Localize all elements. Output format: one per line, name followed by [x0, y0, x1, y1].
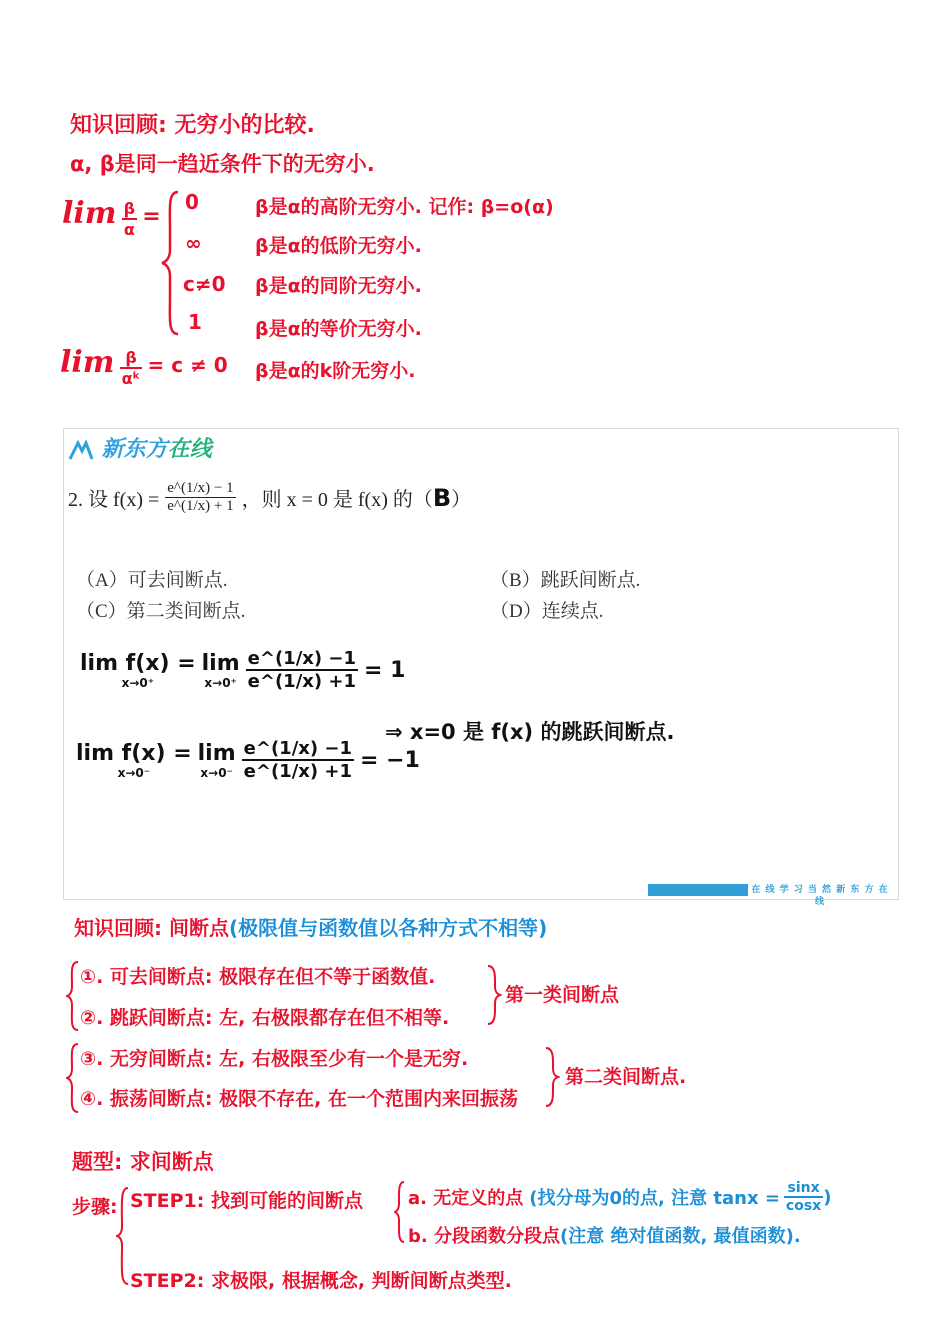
option-a: （A）可去间断点. [76, 570, 228, 591]
work1-num: e^(1/x) −1 [247, 648, 356, 669]
tan-den: cosx [785, 1198, 822, 1214]
step1a-close: ) [823, 1186, 832, 1208]
question-answer: B [432, 483, 452, 512]
discontinuity-item-3: ③. 无穷间断点: 左, 右极限至少有一个是无穷. [80, 1048, 469, 1070]
work1-mid: lim [201, 650, 240, 676]
discontinuity-item-4: ④. 振荡间断点: 极限不存在, 在一个范围内来回振荡 [80, 1088, 518, 1110]
items-left-brace [66, 960, 80, 1032]
work2-lim2 [198, 741, 236, 780]
k-fraction [120, 348, 143, 388]
work2-mid: lim [197, 740, 236, 766]
case-text-1: β是α的高阶无穷小. 记作: β=o(α) [255, 196, 554, 218]
review1-title: 知识回顾: 无穷小的比较. [70, 113, 315, 138]
method-title: 题型: 求间断点 [72, 1150, 214, 1174]
case-text-2: β是α的低阶无穷小. [255, 235, 422, 257]
work-line-2 [76, 738, 420, 782]
question-frac-num: e^(1/x) − 1 [167, 480, 234, 496]
limit-ratio-expression [62, 196, 161, 239]
footer-strip [648, 884, 892, 907]
step1-text: STEP1: 找到可能的间断点 [130, 1190, 363, 1212]
work2-sub2: x→0⁻ [200, 765, 233, 780]
work1-lhs: lim f(x) = [80, 650, 196, 676]
work2-rhs: = −1 [359, 747, 420, 773]
tan-fraction [784, 1180, 823, 1214]
brand-logo [68, 432, 212, 463]
discontinuity-item-1: ①. 可去间断点: 极限存在但不等于函数值. [80, 966, 436, 988]
group1-label: 第一类间断点 [505, 984, 620, 1006]
case-text-3: β是α的同阶无穷小. [255, 275, 422, 297]
work-conclusion: ⇒ x=0 是 f(x) 的跳跃间断点. [385, 720, 675, 744]
case-value-2: ∞ [185, 231, 202, 255]
review2-note: (极限值与函数值以各种方式不相等) [228, 916, 548, 940]
review2-title: 知识回顾: 间断点 [74, 916, 229, 940]
items-left-brace-2 [66, 1042, 80, 1114]
lim-symbol: lim [62, 196, 117, 231]
question-fraction [165, 480, 235, 515]
question-line [68, 480, 471, 515]
footer-text: 在 线 学 习 当 然 新 东 方 在 线 [751, 885, 889, 907]
case-value-1: 0 [185, 190, 199, 214]
step2-text: STEP2: 求极限, 根据概念, 判断间断点类型. [130, 1270, 512, 1292]
step1a-line [408, 1180, 831, 1214]
step1b-note: (注意 绝对值函数, 最值函数). [560, 1226, 801, 1247]
option-b: （B）跳跃间断点. [490, 570, 641, 591]
steps-brace [116, 1186, 130, 1286]
logo-text-b: 在线 [167, 437, 212, 462]
k-denominator: αᵏ [121, 368, 141, 388]
group2-brace [544, 1046, 560, 1108]
tan-num: sinx [784, 1180, 823, 1198]
work1-fraction [246, 648, 358, 692]
work2-lim [76, 741, 192, 780]
work2-num: e^(1/x) −1 [243, 738, 352, 759]
work2-den: e^(1/x) +1 [243, 761, 352, 782]
work2-sub: x→0⁻ [117, 765, 151, 780]
option-d: （D）连续点. [490, 601, 604, 622]
steps-label: 步骤: [72, 1196, 118, 1218]
equals-sign: = [142, 204, 161, 229]
step1-brace [394, 1180, 406, 1244]
review1-subtitle: α, β是同一趋近条件下的无穷小. [70, 152, 375, 176]
work2-fraction [242, 738, 354, 782]
k-rhs: = c ≠ 0 [147, 353, 228, 377]
work1-lim2 [202, 651, 240, 690]
case-text-4: β是α的等价无穷小. [255, 318, 422, 340]
case-value-3: c≠0 [183, 272, 226, 296]
ratio-fraction [122, 199, 137, 239]
logo-mark-icon [68, 439, 94, 461]
work-line-1 [80, 648, 405, 692]
review2-heading [74, 912, 547, 941]
k-numerator: β [120, 348, 143, 369]
question-close: ） [451, 489, 472, 511]
option-c: （C）第二类间断点. [76, 601, 246, 622]
step1b-text: b. 分段函数分段点 [408, 1226, 560, 1247]
ratio-numerator: β [123, 198, 136, 218]
case-value-4: 1 [188, 310, 202, 334]
work2-lhs: lim f(x) = [76, 740, 192, 766]
step1a-note: (找分母为0的点, 注意 tanx = [529, 1188, 780, 1209]
k-order-text: β是α的k阶无穷小. [255, 360, 416, 382]
logo-text-a: 新东方 [101, 437, 168, 462]
question-prefix: 2. 设 f(x) = [68, 489, 160, 511]
ratio-denominator: α [123, 219, 135, 239]
group1-brace [486, 964, 502, 1026]
work1-sub: x→0⁺ [121, 675, 155, 690]
lim-symbol-k: lim [60, 345, 115, 380]
step1b-line [408, 1222, 801, 1248]
work1-lim [80, 651, 196, 690]
cases-brace [160, 188, 182, 338]
step1a-text: a. 无定义的点 [408, 1188, 524, 1209]
group2-label: 第二类间断点. [565, 1066, 687, 1088]
question-suffix: ，则 x = 0 是 f(x) 的（ [241, 489, 433, 511]
work1-den: e^(1/x) +1 [247, 671, 356, 692]
discontinuity-item-2: ②. 跳跃间断点: 左, 右极限都存在但不相等. [80, 1007, 450, 1029]
work1-rhs: = 1 [363, 657, 406, 683]
limit-k-expression [60, 345, 228, 388]
question-frac-den: e^(1/x) + 1 [167, 498, 234, 514]
footer-left [648, 884, 748, 896]
work1-sub2: x→0⁺ [204, 675, 237, 690]
